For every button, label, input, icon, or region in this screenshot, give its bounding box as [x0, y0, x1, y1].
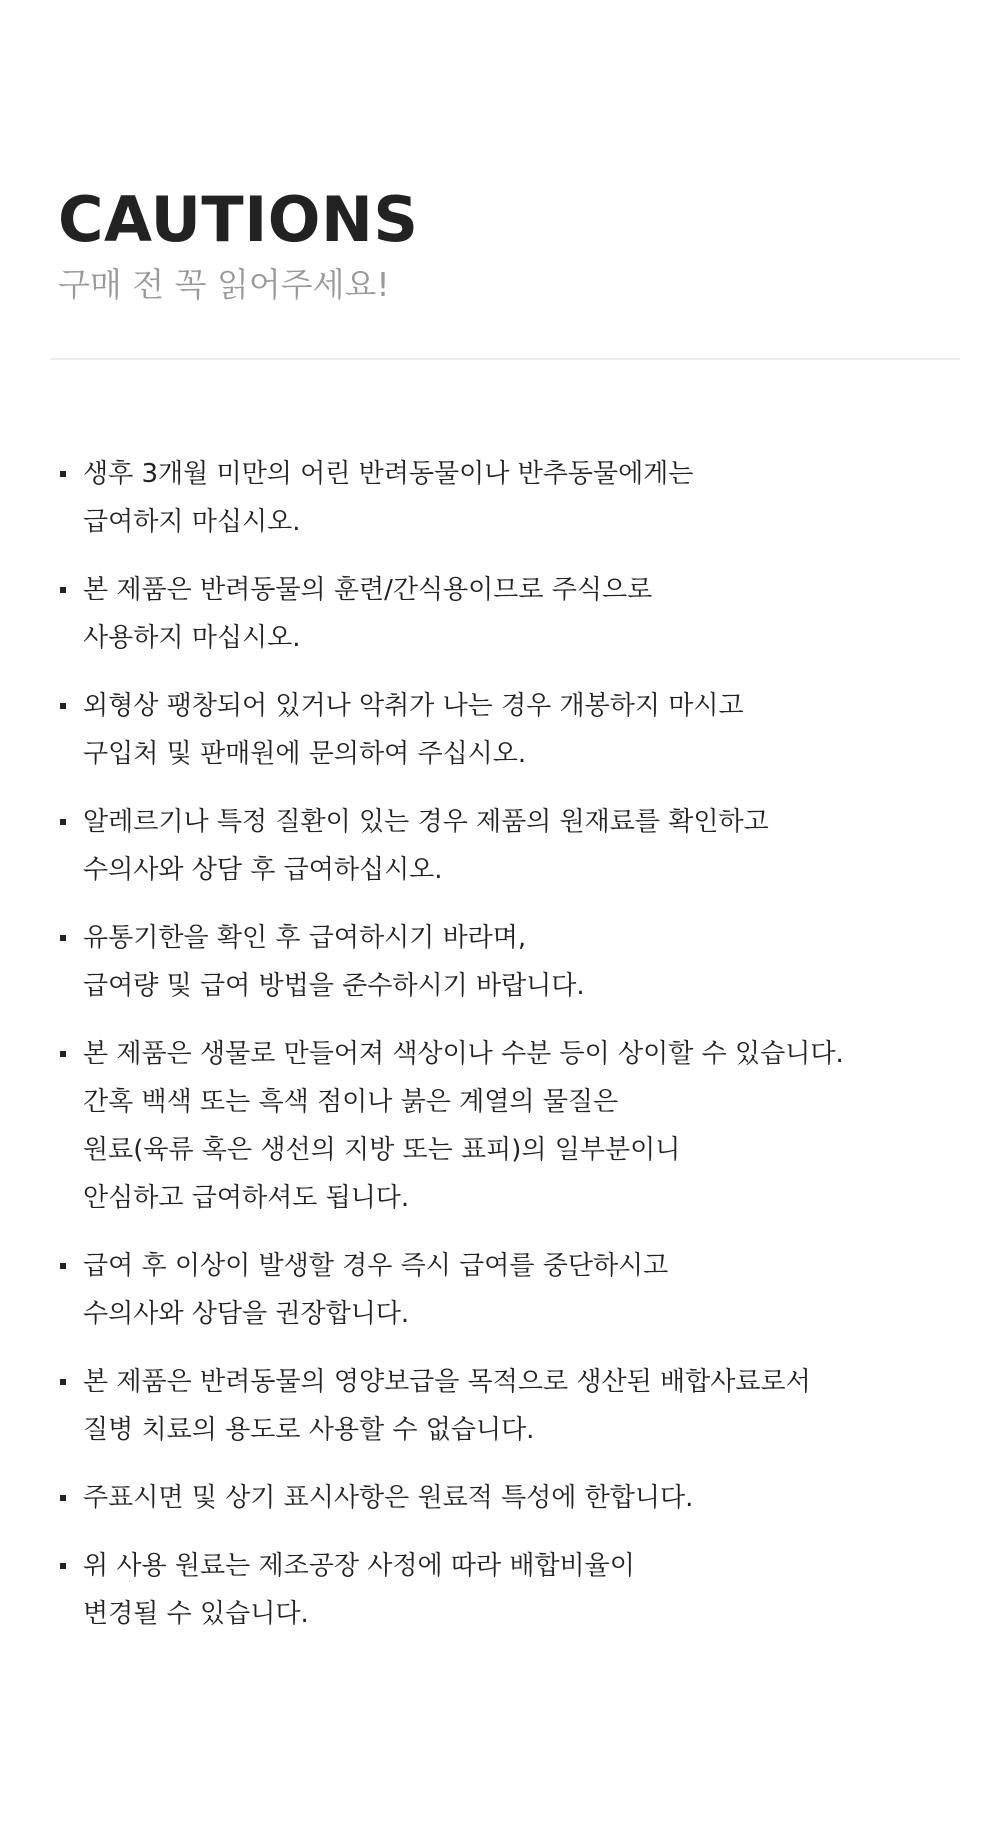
caution-text-line: 유통기한을 확인 후 급여하시기 바라며, [83, 923, 527, 953]
caution-text-line: 구입처 및 판매원에 문의하여 주십시오. [83, 739, 527, 769]
caution-text-line: 원료(육류 혹은 생선의 지방 또는 표피)의 일부분이니 [83, 1135, 681, 1165]
caution-text-line: 수의사와 상담 후 급여하십시오. [83, 855, 443, 885]
caution-item [58, 914, 958, 1010]
caution-text-line: 위 사용 원료는 제조공장 사정에 따라 배합비율이 [83, 1551, 635, 1581]
square-bullet-icon [60, 935, 66, 941]
caution-text-line: 본 제품은 생물로 만들어져 색상이나 수분 등이 상이할 수 있습니다. [83, 1039, 844, 1069]
caution-text-line: 알레르기나 특정 질환이 있는 경우 제품의 원재료를 확인하고 [83, 807, 769, 837]
square-bullet-icon [60, 471, 66, 477]
caution-text-line: 간혹 백색 또는 흑색 점이나 붉은 계열의 물질은 [83, 1087, 619, 1117]
caution-item [58, 1030, 958, 1222]
caution-text-line: 급여량 및 급여 방법을 준수하시기 바랍니다. [83, 971, 585, 1001]
caution-item [58, 798, 958, 894]
page-subtitle: 구매 전 꼭 읽어주세요! [58, 265, 390, 304]
caution-text-line: 외형상 팽창되어 있거나 악취가 나는 경우 개봉하지 마시고 [83, 691, 744, 721]
square-bullet-icon [60, 703, 66, 709]
square-bullet-icon [60, 587, 66, 593]
caution-item [58, 1542, 958, 1638]
caution-text-line: 변경될 수 있습니다. [83, 1599, 309, 1629]
square-bullet-icon [60, 819, 66, 825]
caution-text-line: 본 제품은 반려동물의 영양보급을 목적으로 생산된 배합사료로서 [83, 1367, 811, 1397]
caution-item [58, 1358, 958, 1454]
square-bullet-icon [60, 1379, 66, 1385]
caution-list [58, 450, 958, 1658]
caution-text-line: 생후 3개월 미만의 어린 반려동물이나 반추동물에게는 [83, 459, 694, 489]
caution-item [58, 450, 958, 546]
caution-text-line: 급여하지 마십시오. [83, 507, 301, 537]
caution-text-line: 수의사와 상담을 권장합니다. [83, 1299, 410, 1329]
divider [50, 358, 960, 360]
square-bullet-icon [60, 1263, 66, 1269]
caution-item [58, 682, 958, 778]
caution-item [58, 1474, 958, 1522]
square-bullet-icon [60, 1495, 66, 1501]
caution-text-line: 사용하지 마십시오. [83, 623, 301, 653]
caution-text-line: 주표시면 및 상기 표시사항은 원료적 특성에 한합니다. [83, 1483, 694, 1513]
page-title: CAUTIONS [58, 183, 419, 256]
caution-text-line: 안심하고 급여하셔도 됩니다. [83, 1183, 410, 1213]
caution-text-line: 질병 치료의 용도로 사용할 수 없습니다. [83, 1415, 535, 1445]
caution-text-line: 본 제품은 반려동물의 훈련/간식용이므로 주식으로 [83, 575, 653, 605]
square-bullet-icon [60, 1051, 66, 1057]
caution-item [58, 1242, 958, 1338]
header [58, 185, 419, 307]
square-bullet-icon [60, 1563, 66, 1569]
caution-item [58, 566, 958, 662]
caution-text-line: 급여 후 이상이 발생할 경우 즉시 급여를 중단하시고 [83, 1251, 669, 1281]
